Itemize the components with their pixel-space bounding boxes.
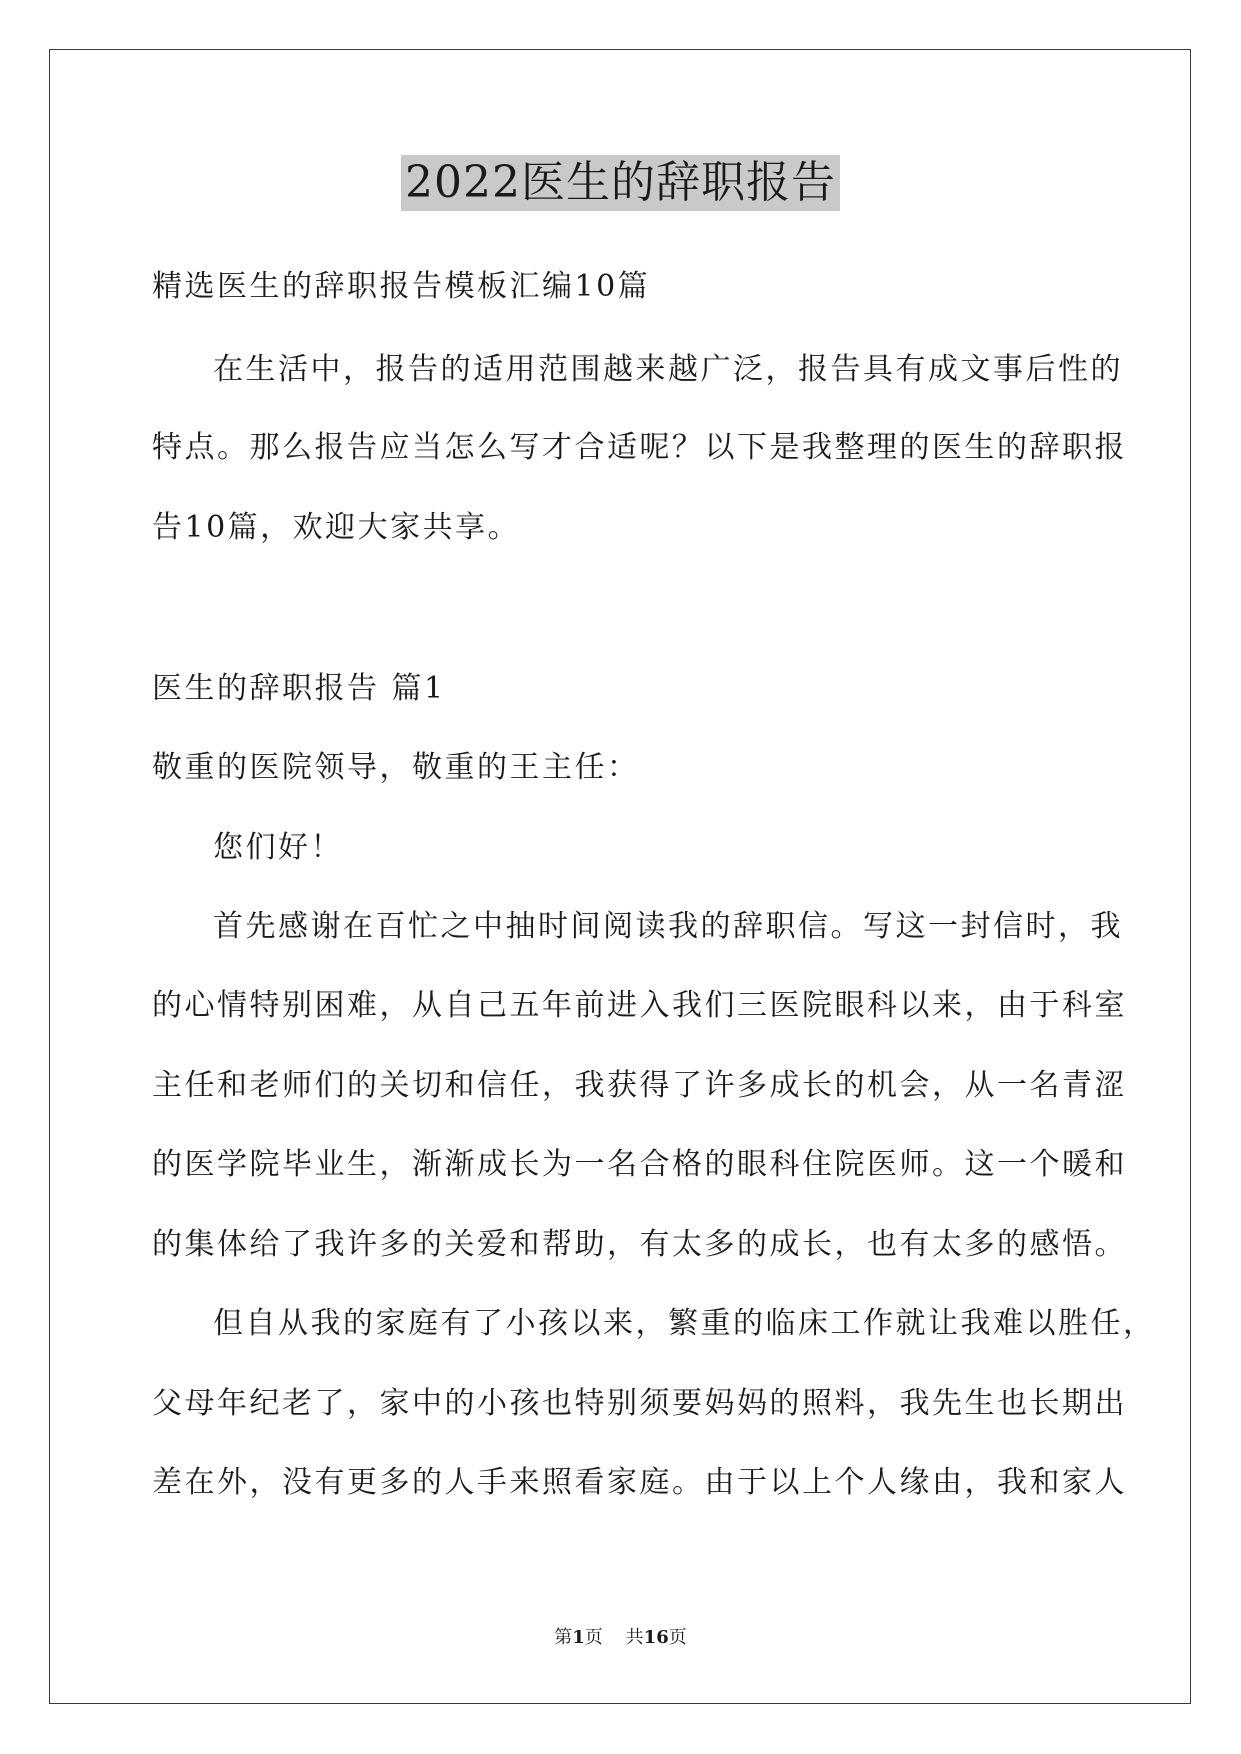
para2-line-2: 父母年纪老了，家中的小孩也特别须要妈妈的照料，我先生也长期出 [152,1386,1127,1421]
para2-line-1: 但自从我的家庭有了小孩以来，繁重的临床工作就让我难以胜任， [213,1306,1156,1341]
footer-page-prefix: 第 [554,1627,573,1648]
section-heading: 医生的辞职报告 篇1 [152,671,446,706]
document-subtitle: 精选医生的辞职报告模板汇编10篇 [152,269,651,304]
para1-line-4: 的医学院毕业生，渐渐成长为一名合格的眼科住院医师。这一个暖和 [152,1147,1127,1182]
title-wrap [0,155,1241,211]
footer-total-suffix: 页 [668,1627,687,1648]
footer-total-number: 16 [643,1627,669,1648]
document-title: 2022医生的辞职报告 [401,155,840,211]
salutation: 敬重的医院领导，敬重的王主任： [152,750,640,785]
para1-line-5: 的集体给了我许多的关爱和帮助，有太多的成长，也有太多的感悟。 [152,1227,1127,1262]
intro-line-2: 特点。那么报告应当怎么写才合适呢？以下是我整理的医生的辞职报 [152,430,1127,465]
para2-line-3: 差在外，没有更多的人手来照看家庭。由于以上个人缘由，我和家人 [152,1465,1127,1500]
para1-line-2: 的心情特别困难，从自己五年前进入我们三医院眼科以来，由于科室 [152,988,1127,1023]
footer-page-suffix: 页 [584,1627,603,1648]
page-footer [0,1626,1241,1650]
para1-line-1: 首先感谢在百忙之中抽时间阅读我的辞职信。写这一封信时，我 [213,909,1123,944]
para1-line-3: 主任和老师们的关切和信任，我获得了许多成长的机会，从一名青涩 [152,1068,1127,1103]
footer-total-prefix: 共 [625,1627,644,1648]
footer-page-number: 1 [572,1627,585,1648]
greeting: 您们好！ [213,830,343,865]
intro-line-3: 告10篇，欢迎大家共享。 [152,510,521,545]
intro-line-1: 在生活中，报告的适用范围越来越广泛，报告具有成文事后性的 [213,352,1123,387]
